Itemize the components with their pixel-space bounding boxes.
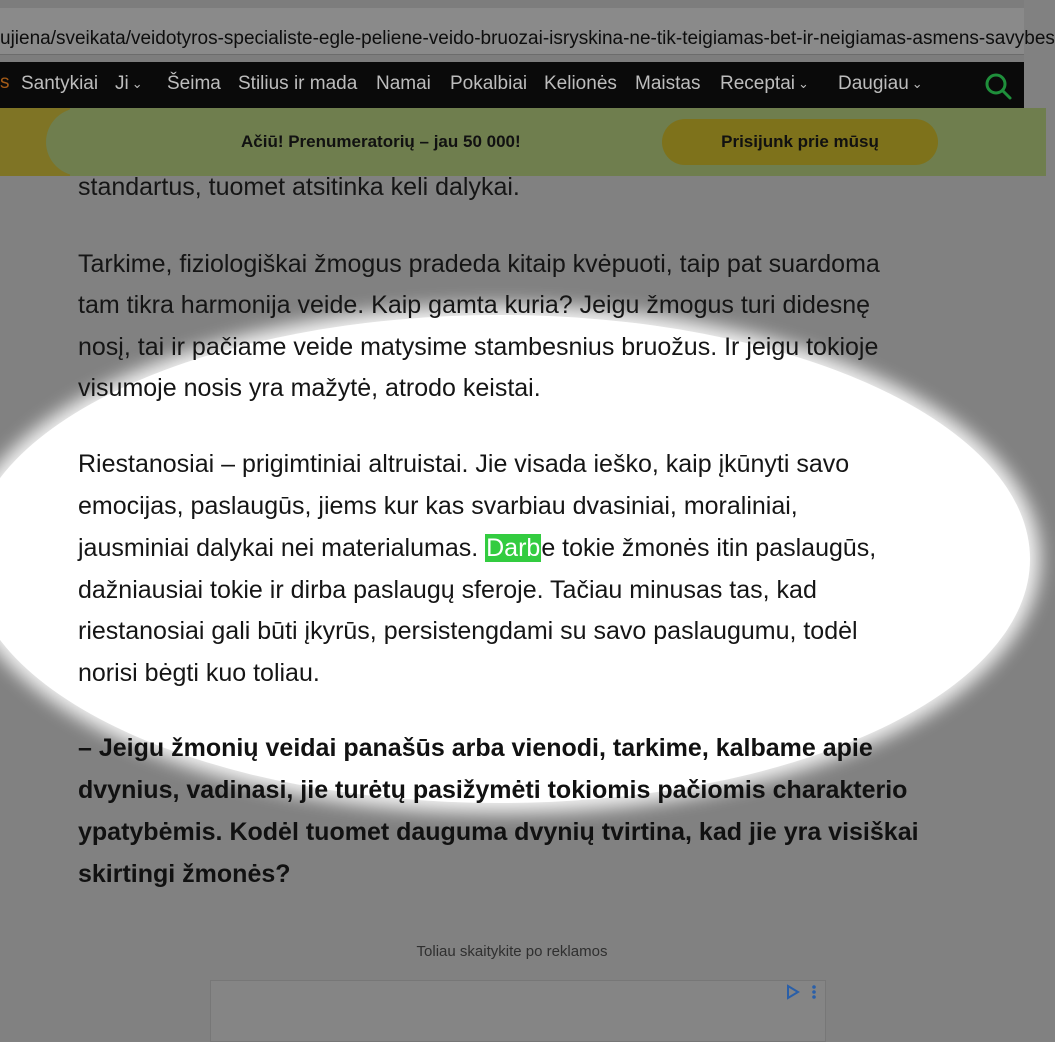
nav-item-label: Pokalbiai xyxy=(450,73,528,94)
nav-item-label: Namai xyxy=(376,73,431,94)
nav-item-label: Ji xyxy=(115,73,129,94)
nav-item-label: Maistas xyxy=(635,73,701,94)
selected-text-highlight[interactable]: Darb xyxy=(486,534,541,562)
question-line: skirtingi žmonės? xyxy=(78,860,291,888)
join-us-button[interactable]: Prisijunk prie mūsų xyxy=(662,119,938,165)
question-line: ypatybėmis. Kodėl tuomet dauguma dvynių tvirtina, kad jie yra visiškai xyxy=(78,818,919,846)
nav-item-label: Santykiai xyxy=(21,73,99,94)
browser-url-bar xyxy=(0,0,1055,62)
question-line: dvynius, vadinasi, jie turėtų pasižymėti tokiomis pačiomis charakterio xyxy=(78,776,908,804)
text-before-selection: jausminiai dalykai nei materialumas. xyxy=(78,534,486,562)
paragraph-line: Riestanosiai – prigimtiniai altruistai. Jie visada ieško, kaip įkūnyti savo xyxy=(78,450,850,478)
nav-item-label: Receptai xyxy=(720,73,795,94)
adchoices-icon[interactable] xyxy=(788,986,798,998)
nav-item-label: Kelionės xyxy=(544,73,617,94)
search-icon[interactable] xyxy=(984,72,1012,100)
text-after-selection: e tokie žmonės itin paslaugūs, xyxy=(541,534,877,562)
chevron-down-icon: ⌄ xyxy=(131,76,143,91)
nav-item-stilius-ir-mada[interactable] xyxy=(238,73,357,95)
paragraph-line: tam tikra harmonija veide. Kaip gamta kuria? Jeigu žmogus turi didesnę xyxy=(78,291,871,319)
nav-item-cutoff[interactable]: s xyxy=(0,72,10,93)
url-text[interactable]: ujiena/sveikata/veidotyros-specialiste-egle-peliene-veido-bruozai-isryskina-ne-tik-teigiamas-bet-ir-neigiamas-asmens-savybes xyxy=(0,28,1055,49)
nav-item-šeima[interactable] xyxy=(167,73,221,95)
nav-item-label: Daugiau xyxy=(838,73,909,94)
ad-controls[interactable] xyxy=(782,982,822,1002)
kebab-menu-icon[interactable] xyxy=(812,985,816,999)
nav-item-namai[interactable] xyxy=(376,73,431,95)
paragraph-line: riestanosiai gali būti įkyrūs, persistengdami su savo paslaugumu, todėl xyxy=(78,617,858,645)
address-field[interactable] xyxy=(0,8,1055,55)
nav-item-maistas[interactable] xyxy=(635,73,700,95)
paragraph-line: nosį, tai ir pačiame veide matysime stambesnius bruožus. Ir jeigu tokioje xyxy=(78,333,879,361)
nav-item-kelionės[interactable] xyxy=(544,73,617,95)
nav-item-receptai[interactable] xyxy=(720,73,809,95)
nav-item-label: Šeima xyxy=(167,73,221,94)
paragraph-line: standartus, tuomet atsitinka keli dalykai. xyxy=(78,173,520,201)
question-line: – Jeigu žmonių veidai panašūs arba vienodi, tarkime, kalbame apie xyxy=(78,734,873,762)
nav-item-label: Stilius ir mada xyxy=(238,73,358,94)
banner-text: Ačiū! Prenumeratorių – jau 50 000! xyxy=(241,132,521,151)
nav-item-daugiau[interactable] xyxy=(838,73,923,95)
paragraph-line-with-selection xyxy=(78,534,876,563)
paragraph-line: Tarkime, fiziologiškai žmogus pradeda kitaip kvėpuoti, taip pat suardoma xyxy=(78,250,880,278)
paragraph-line: visumoje nosis yra mažytė, atrodo keistai. xyxy=(78,374,541,402)
ad-container[interactable] xyxy=(210,980,826,1042)
ad-label: Toliau skaitykite po reklamos xyxy=(416,943,608,960)
chevron-down-icon: ⌄ xyxy=(798,76,809,91)
paragraph-line: norisi bėgti kuo toliau. xyxy=(78,659,320,687)
paragraph-line: emocijas, paslaugūs, jiems kur kas svarbiau dvasiniai, moraliniai, xyxy=(78,492,798,520)
nav-item-ji[interactable] xyxy=(115,73,143,95)
paragraph-line: dažniausiai tokie ir dirba paslaugų sferoje. Tačiau minusas tas, kad xyxy=(78,576,817,604)
nav-item-santykiai[interactable] xyxy=(21,73,98,95)
nav-item-pokalbiai[interactable] xyxy=(450,73,527,95)
chevron-down-icon: ⌄ xyxy=(911,76,923,91)
